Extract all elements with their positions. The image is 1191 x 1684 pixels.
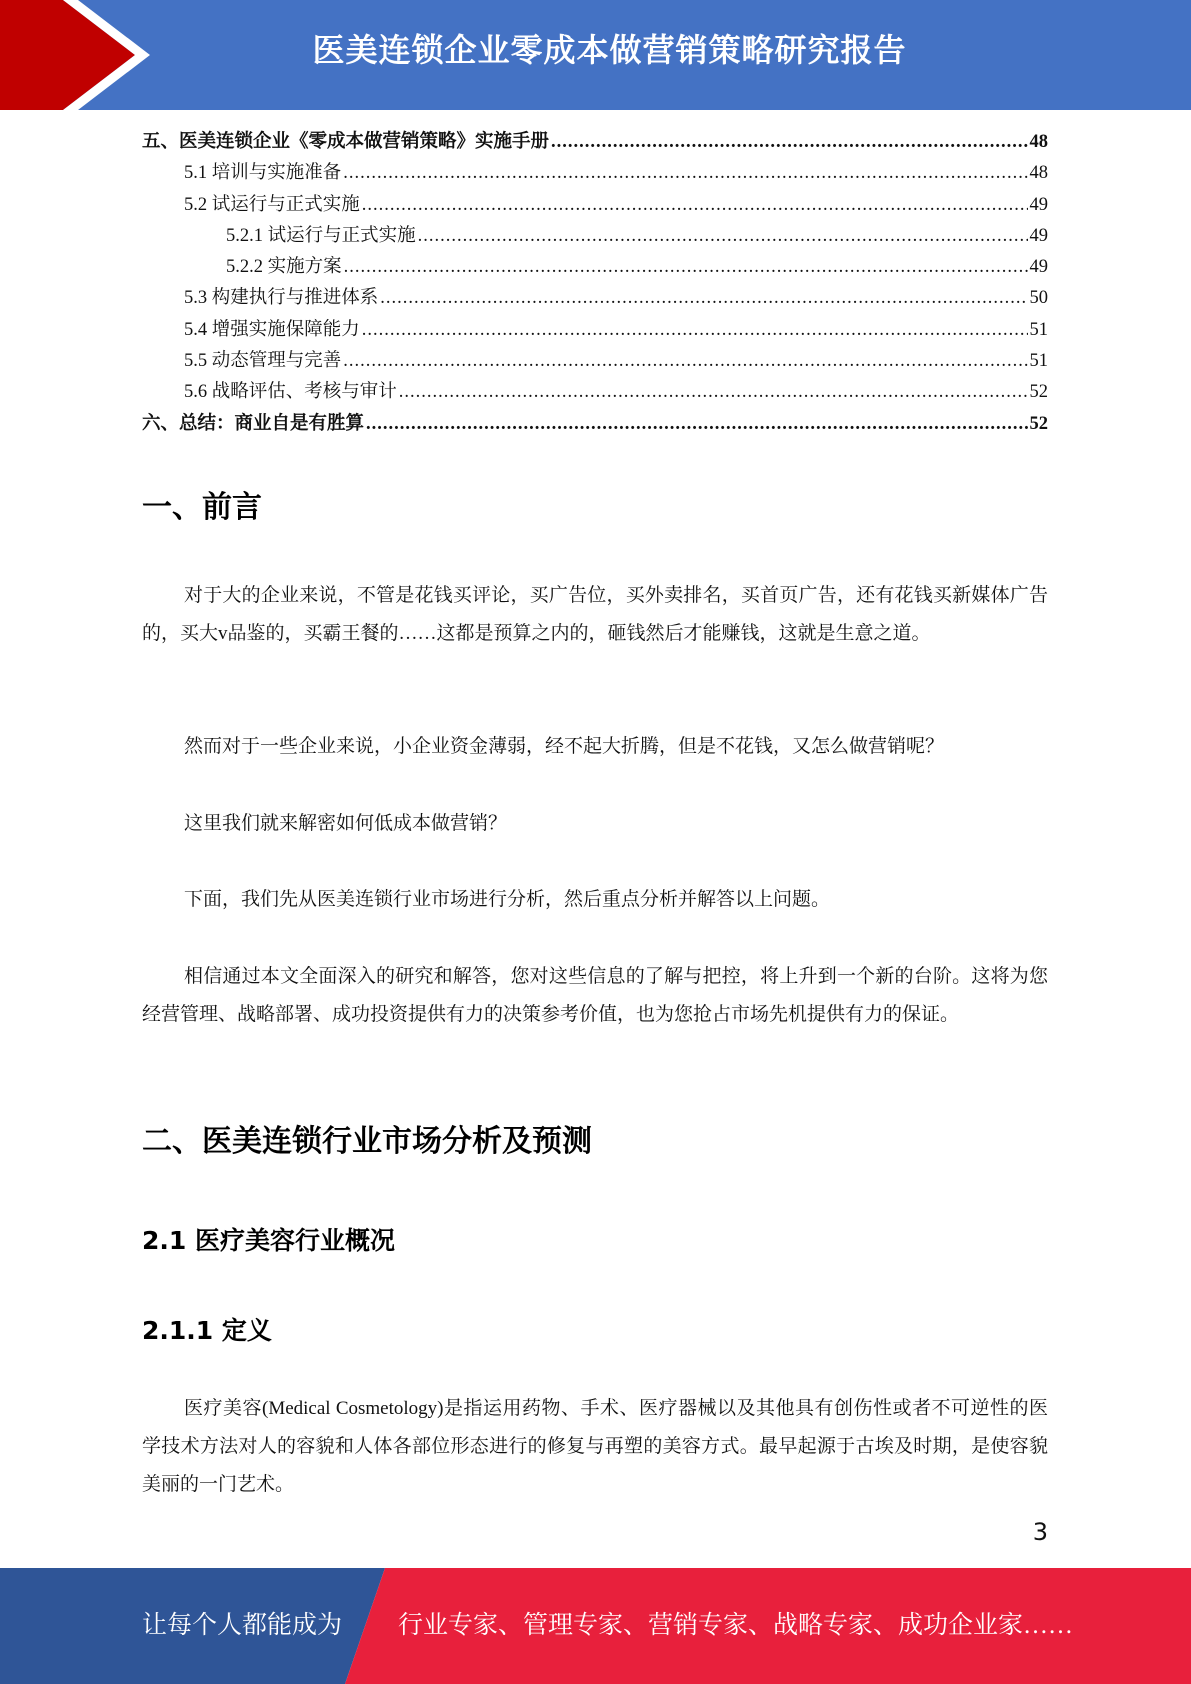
toc-entry[interactable] [142,315,1048,346]
subsection-heading-definition: 2.1.1 定义 [142,1316,272,1345]
toc-entry-label: 5.2.2 实施方案 [226,257,342,278]
toc-leader-dots [418,221,1028,252]
toc-entry-label: 5.5 动态管理与完善 [184,351,342,372]
toc-entry[interactable] [142,221,1048,252]
preface-paragraph-3: 这里我们就来解密如何低成本做营销？ [184,813,508,834]
toc-entry[interactable] [142,252,1048,283]
toc-entry-page: 51 [1029,351,1048,372]
section-heading-preface: 一、前言 [142,490,262,525]
toc-leader-dots [362,315,1028,346]
toc-entry[interactable] [142,377,1048,408]
toc-entry-page: 48 [1029,132,1048,152]
page-number: 3 [1032,1518,1048,1546]
footer-slogan-left: 让每个人都能成为 [142,1612,343,1639]
toc-leader-dots [362,190,1028,221]
toc-leader-dots [343,158,1027,189]
subsection-heading-overview: 2.1 医疗美容行业概况 [142,1226,395,1255]
toc-entry[interactable] [142,409,1048,440]
toc-entry-label: 5.1 培训与实施准备 [184,163,342,184]
header-band [0,0,1191,110]
toc-entry[interactable] [142,158,1048,189]
toc-entry-page: 48 [1029,163,1048,184]
toc-entry-label: 五、医美连锁企业《零成本做营销策略》实施手册 [142,132,550,152]
preface-paragraph-2: 然而对于一些企业来说，小企业资金薄弱，经不起大折腾，但是不花钱，又怎么做营销呢？ [184,736,945,757]
preface-paragraph-4: 下面，我们先从医美连锁行业市场进行分析，然后重点分析并解答以上问题。 [184,889,831,910]
toc-leader-dots [399,377,1028,408]
preface-paragraph-1: 对于大的企业来说，不管是花钱买评论，买广告位，买外卖排名，买首页广告，还有花钱买新媒体广告的，买大v品鉴的，买霸王餐的……这都是预算之内的，砸钱然后才能赚钱，这就是生意之道。 [142,585,1048,644]
toc-entry-label: 5.6 战略评估、考核与审计 [184,382,397,403]
toc-entry-page: 49 [1029,257,1048,278]
definition-paragraph: 医疗美容(Medical Cosmetology)是指运用药物、手术、医疗器械以及其他具有创伤性或者不可逆性的医学技术方法对人的容貌和人体各部位形态进行的修复与再塑的美容方式。最早起源于古埃及时期，是使容貌美丽的一门艺术。 [142,1398,1048,1495]
footer-slogan-right: 行业专家、管理专家、营销专家、战略专家、成功企业家…… [398,1612,1074,1639]
toc-entry[interactable] [142,283,1048,314]
toc-entry-label: 5.3 构建执行与推进体系 [184,288,379,309]
toc-entry-page: 49 [1029,194,1048,215]
section-heading-market: 二、医美连锁行业市场分析及预测 [142,1124,592,1159]
document-title: 医美连锁企业零成本做营销策略研究报告 [312,31,907,69]
toc-entry-page: 50 [1029,288,1048,309]
toc-entry-label: 5.2 试运行与正式实施 [184,194,360,215]
toc-leader-dots [380,283,1027,314]
table-of-contents [142,127,1048,440]
toc-leader-dots [551,127,1027,158]
toc-leader-dots [343,346,1027,377]
toc-entry-label: 5.4 增强实施保障能力 [184,319,360,340]
preface-paragraph-5: 相信通过本文全面深入的研究和解答，您对这些信息的了解与把控，将上升到一个新的台阶。这将为您经营管理、战略部署、成功投资提供有力的决策参考价值，也为您抢占市场先机提供有力的保证。 [142,966,1048,1025]
toc-entry-page: 52 [1029,413,1048,434]
toc-entry-label: 5.2.1 试运行与正式实施 [226,225,416,246]
toc-leader-dots [344,252,1028,283]
toc-leader-dots [366,409,1027,440]
toc-entry-page: 52 [1029,382,1048,403]
toc-entry-label: 六、总结：商业自是有胜算 [142,413,365,434]
toc-entry[interactable] [142,190,1048,221]
toc-entry[interactable] [142,127,1048,158]
toc-entry[interactable] [142,346,1048,377]
toc-entry-page: 51 [1029,319,1048,340]
toc-entry-page: 49 [1029,225,1048,246]
